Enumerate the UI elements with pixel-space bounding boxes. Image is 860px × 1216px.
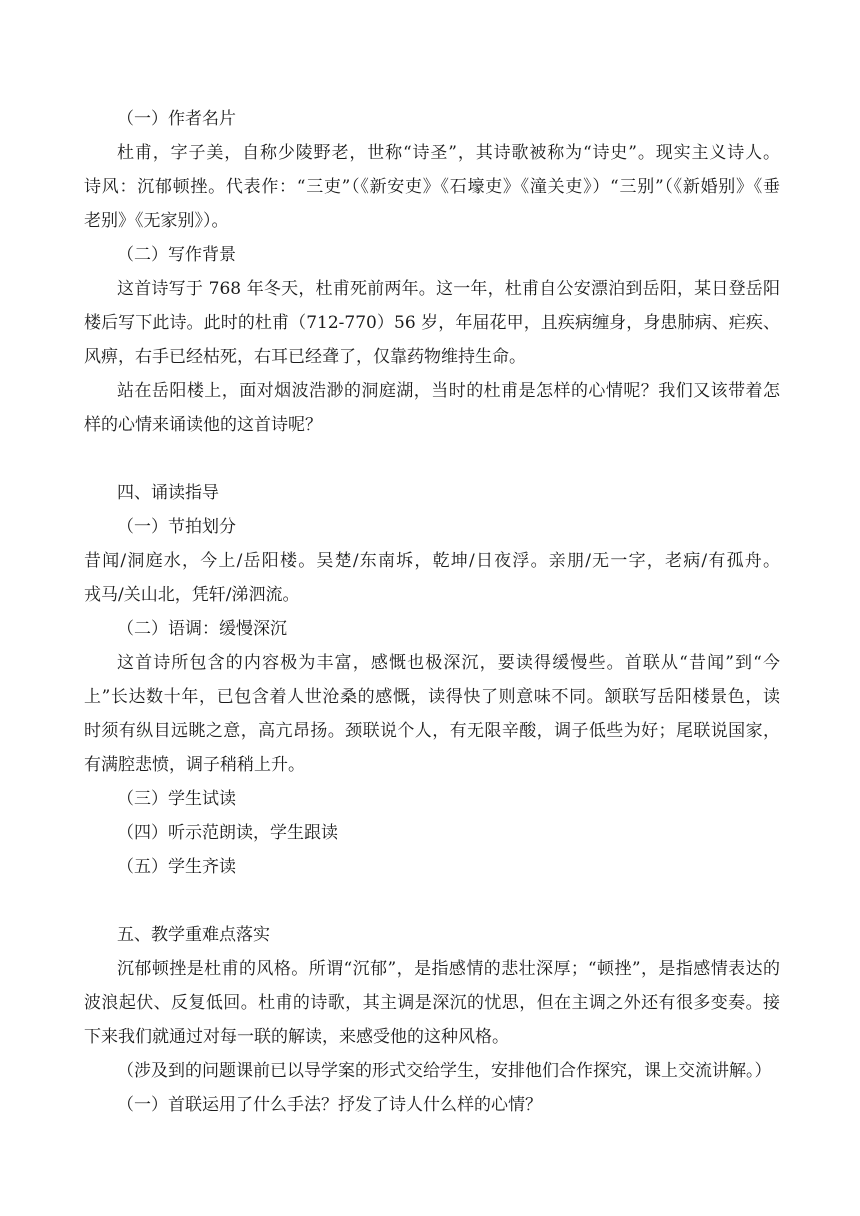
question-line-2: 样的心情来诵读他的这首诗呢？: [84, 415, 322, 435]
step-3: （三）学生试读: [117, 789, 236, 809]
rhythm-heading: （一）节拍划分: [117, 517, 236, 537]
question-1: （一）首联运用了什么手法？抒发了诗人什么样的心情？: [117, 1095, 542, 1115]
step-4: （四）听示范朗读，学生跟读: [117, 823, 338, 843]
author-line-2: 诗风：沉郁顿挫。代表作：“三吏”（《新安吏》《石壕吏》《潼关吏》）“三别”（《新婚别》《垂: [84, 177, 780, 197]
background-line-3: 风痹，右手已经枯死，右耳已经聋了，仅靠药物维持生命。: [84, 347, 526, 367]
background-line-1: 这首诗写于 768 年冬天，杜甫死前两年。这一年，杜甫自公安漂泊到岳阳，某日登岳阳: [117, 279, 780, 299]
intro-line-1: 沉郁顿挫是杜甫的风格。所谓“沉郁”，是指感情的悲壮深厚；“顿挫”，是指感情表达的: [117, 959, 780, 979]
author-heading: （一）作者名片: [117, 109, 236, 129]
tone-line-2: 上”长达数十年，已包含着人世沧桑的感慨，读得快了则意味不同。颔联写岳阳楼景色，读: [84, 687, 780, 707]
rhythm-line-2: 戎马/关山北，凭轩/涕泗流。: [84, 585, 300, 605]
rhythm-line-1: 昔闻/洞庭水，今上/岳阳楼。吴楚/东南坼，乾坤/日夜浮。亲朋/无一字，老病/有孤舟。: [84, 551, 780, 571]
author-line-1: 杜甫，字子美，自称少陵野老，世称“诗圣”，其诗歌被称为“诗史”。现实主义诗人。: [117, 143, 780, 163]
background-line-2: 楼后写下此诗。此时的杜甫（712-770）56 岁，年届花甲，且疾病缠身，身患肺病、疟疾、: [84, 313, 780, 333]
section5-title: 五、教学重难点落实: [117, 925, 270, 945]
question-line-1: 站在岳阳楼上，面对烟波浩渺的洞庭湖，当时的杜甫是怎样的心情呢？我们又该带着怎: [117, 381, 780, 401]
author-line-3: 老别》《无家别》）。: [84, 211, 229, 231]
intro-line-3: 下来我们就通过对每一联的解读，来感受他的这种风格。: [84, 1027, 509, 1047]
teaching-note: （涉及到的问题课前已以导学案的形式交给学生，安排他们合作探究，课上交流讲解。）: [117, 1061, 772, 1081]
tone-line-1: 这首诗所包含的内容极为丰富，感慨也极深沉，要读得缓慢些。首联从“昔闻”到“今: [117, 653, 780, 673]
tone-line-4: 有满腔悲愤，调子稍稍上升。: [84, 755, 305, 775]
tone-line-3: 时须有纵目远眺之意，高亢昂扬。颈联说个人，有无限辛酸，调子低些为好；尾联说国家，: [84, 721, 780, 741]
step-5: （五）学生齐读: [117, 857, 236, 877]
tone-heading: （二）语调：缓慢深沉: [117, 619, 287, 639]
section4-title: 四、诵读指导: [117, 483, 219, 503]
intro-line-2: 波浪起伏、反复低回。杜甫的诗歌，其主调是深沉的忧思，但在主调之外还有很多变奏。接: [84, 993, 780, 1013]
background-heading: （二）写作背景: [117, 245, 236, 265]
